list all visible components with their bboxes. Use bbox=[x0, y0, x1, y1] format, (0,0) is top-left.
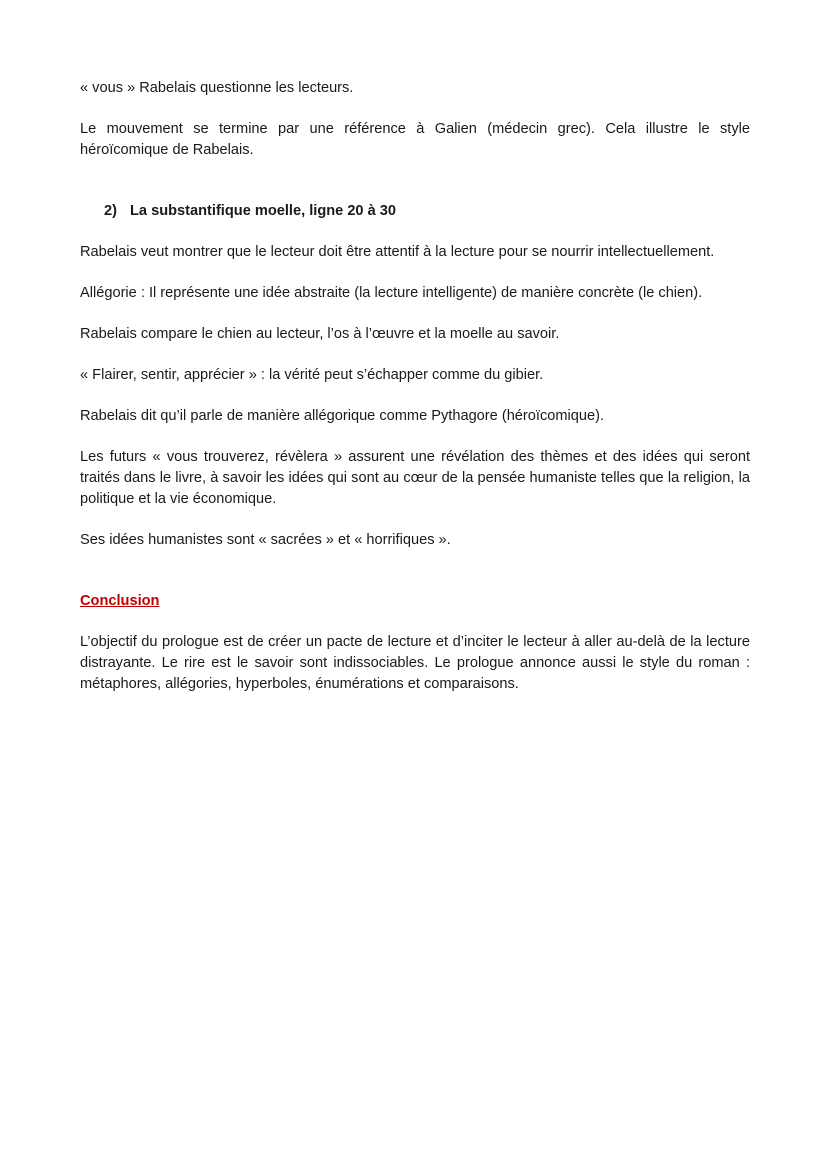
section-2-paragraph-3: Rabelais compare le chien au lecteur, l’os à l’œuvre et la moelle au savoir. bbox=[80, 326, 560, 342]
section-2-title: La substantifique moelle, ligne 20 à 30 bbox=[130, 203, 397, 219]
section-2-paragraph-1: Rabelais veut montrer que le lecteur doit être attentif à la lecture pour se nourrir intellectuellement. bbox=[80, 244, 715, 260]
conclusion-heading: Conclusion bbox=[80, 593, 160, 609]
section-2-paragraph-4: « Flairer, sentir, apprécier » : la vérité peut s’échapper comme du gibier. bbox=[80, 367, 544, 383]
section-2-paragraph-5: Rabelais dit qu’il parle de manière allégorique comme Pythagore (héroïcomique). bbox=[80, 408, 605, 424]
intro-paragraph: Le mouvement se termine par une référence à Galien (médecin grec). Cela illustre le style héroïcomique de Rabelais. bbox=[80, 121, 750, 158]
section-2-paragraph-7: Ses idées humanistes sont « sacrées » et « horrifiques ». bbox=[80, 532, 451, 548]
conclusion-paragraph: L’objectif du prologue est de créer un pacte de lecture et d’inciter le lecteur à aller au-delà de la lecture distrayante. Le rire est le savoir sont indissociables. Le prologue annonce aussi le style du roman : métaphores, allégories, hyperboles, énumérations et comparaisons. bbox=[80, 634, 750, 692]
document-page bbox=[80, 78, 750, 695]
intro-line: « vous » Rabelais questionne les lecteurs. bbox=[80, 80, 354, 96]
section-2-heading bbox=[80, 201, 750, 222]
section-2-paragraph-2: Allégorie : Il représente une idée abstraite (la lecture intelligente) de manière concrète (le chien). bbox=[80, 285, 703, 301]
section-2-number: 2) bbox=[104, 203, 117, 219]
section-2-paragraph-6: Les futurs « vous trouverez, révèlera » assurent une révélation des thèmes et des idées qui seront traités dans le livre, à savoir les idées qui sont au cœur de la pensée humaniste telles que la religion, la politique et la vie économique. bbox=[80, 449, 750, 507]
